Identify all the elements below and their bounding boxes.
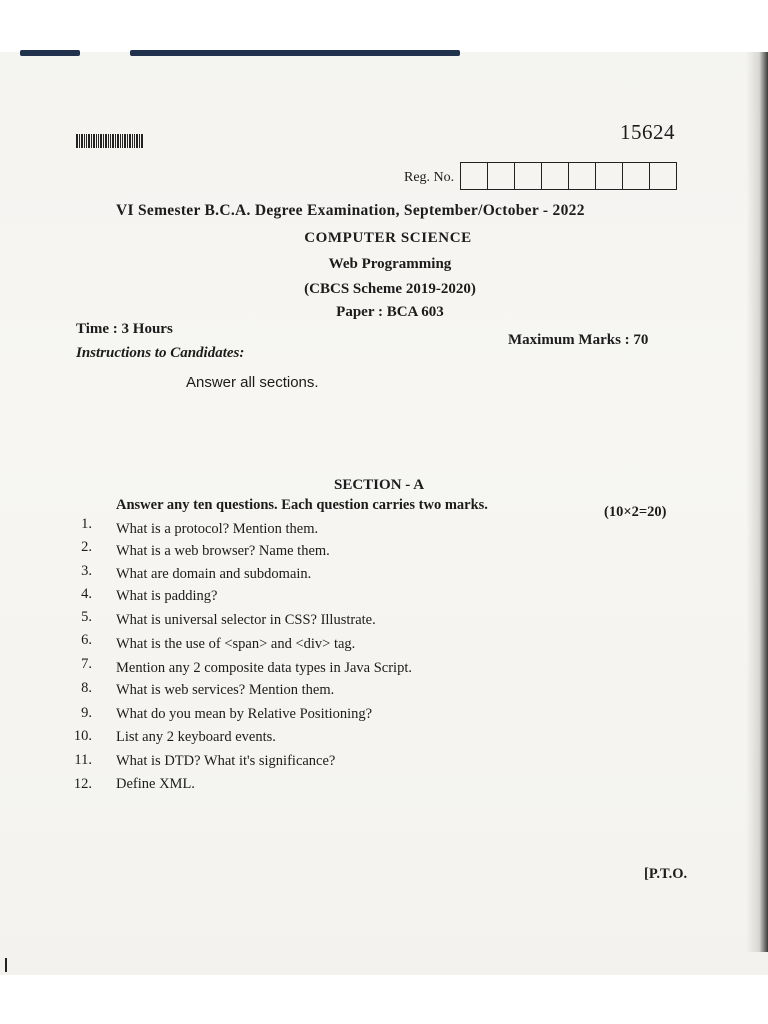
subject-title: COMPUTER SCIENCE	[304, 230, 472, 246]
question-number: 6.	[81, 632, 92, 648]
question-text: What is the use of <span> and <div> tag.	[116, 636, 356, 652]
reg-no-box[interactable]	[650, 163, 676, 189]
reg-no-box[interactable]	[623, 163, 650, 189]
question-text: List any 2 keyboard events.	[116, 729, 276, 745]
question-number: 4.	[81, 586, 92, 602]
reg-no-box[interactable]	[596, 163, 623, 189]
reg-no-box[interactable]	[515, 163, 542, 189]
photo-top-margin	[0, 0, 768, 52]
exam-title: VI Semester B.C.A. Degree Examination, September/October - 2022	[116, 202, 585, 219]
question-text: Mention any 2 composite data types in Java Script.	[116, 660, 412, 676]
section-title: SECTION - A	[334, 477, 425, 493]
question-number: 11.	[74, 752, 92, 768]
pto-note: [P.T.O.	[644, 866, 688, 882]
section-instruction: Answer any ten questions. Each question carries two marks.	[116, 497, 488, 513]
paper-name: Web Programming	[328, 256, 452, 272]
question-text: What are domain and subdomain.	[116, 566, 312, 582]
question-number: 12.	[73, 776, 92, 792]
question-text: What is a protocol? Mention them.	[116, 521, 319, 537]
question-number: 3.	[81, 563, 92, 579]
question-number: 5.	[81, 609, 92, 625]
top-edge-stripe	[20, 50, 80, 56]
photo-right-edge	[746, 52, 768, 952]
barcode	[76, 134, 154, 148]
top-edge-stripe	[130, 50, 460, 56]
question-text: What is universal selector in CSS? Illustrate.	[116, 612, 376, 628]
time-allowed: Time : 3 Hours	[76, 321, 173, 337]
reg-no-box[interactable]	[488, 163, 515, 189]
question-text: What is padding?	[116, 588, 218, 604]
serial-number: 15624	[620, 120, 675, 144]
photo-bottom-margin	[0, 975, 768, 1024]
question-text: What is web services? Mention them.	[116, 682, 335, 698]
question-number: 9.	[81, 705, 92, 721]
section-marks: (10×2=20)	[604, 504, 667, 520]
question-text: Define XML.	[116, 776, 195, 792]
question-number: 8.	[81, 680, 92, 696]
question-number: 7.	[81, 656, 92, 672]
reg-no-box[interactable]	[542, 163, 569, 189]
question-number: 1.	[81, 516, 92, 532]
maximum-marks: Maximum Marks : 70	[508, 332, 649, 348]
reg-no-box[interactable]	[461, 163, 488, 189]
instructions-heading: Instructions to Candidates:	[76, 345, 245, 361]
edge-mark	[5, 958, 7, 972]
scheme: (CBCS Scheme 2019-2020)	[304, 281, 476, 297]
question-text: What do you mean by Relative Positioning?	[116, 706, 373, 722]
question-number: 2.	[81, 539, 92, 555]
instructions-text: Answer all sections.	[186, 374, 319, 391]
reg-no-boxes[interactable]	[460, 162, 677, 190]
question-text: What is a web browser? Name them.	[116, 543, 330, 559]
paper-code: Paper : BCA 603	[336, 304, 444, 320]
reg-no-label: Reg. No.	[404, 170, 455, 185]
question-number: 10.	[73, 728, 92, 744]
question-text: What is DTD? What it's significance?	[116, 753, 336, 769]
reg-no-box[interactable]	[569, 163, 596, 189]
